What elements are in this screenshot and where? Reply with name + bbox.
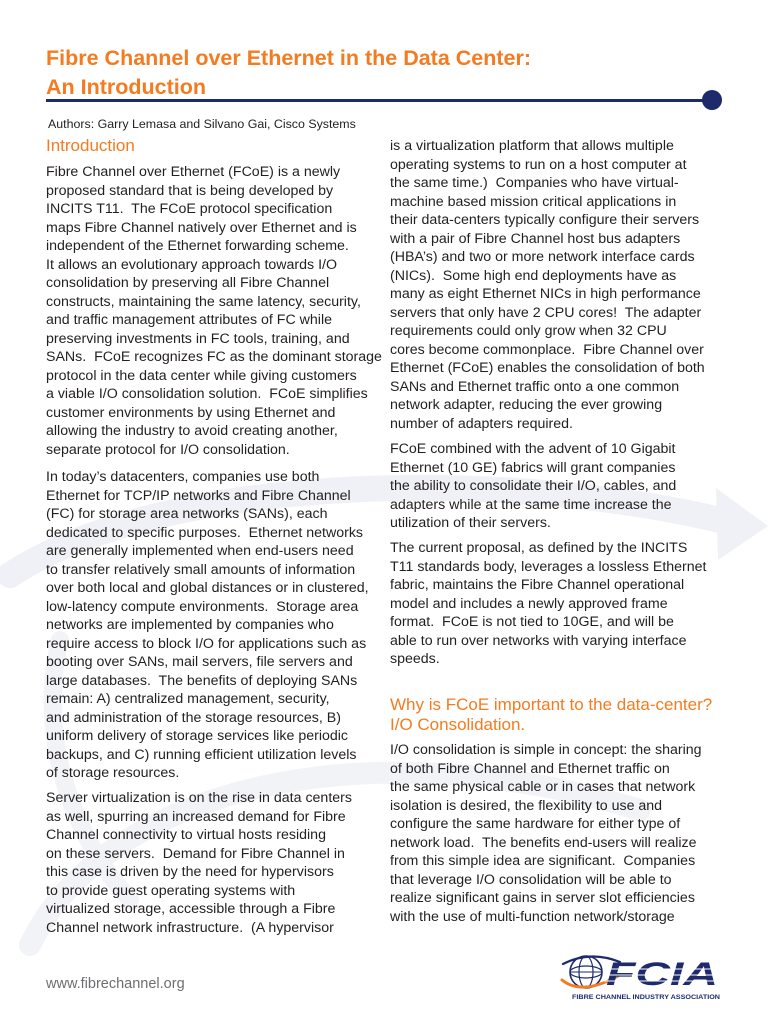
text-line: is a virtualization platform that allows multiple: [390, 138, 674, 154]
text-line: on these servers. Demand for Fibre Channel in: [46, 845, 345, 862]
text-line: booting over SANs, mail servers, file servers and: [46, 654, 353, 670]
text-line: separate protocol for I/O consolidation.: [46, 441, 290, 458]
text-line: The current proposal, as defined by the INCITS: [390, 540, 688, 556]
footer-url: www.fibrechannel.org: [46, 976, 185, 992]
text-line: protocol in the data center while giving customers: [46, 367, 357, 384]
fcia-logo: [560, 950, 722, 1002]
text-line: number of adapters required.: [390, 415, 573, 432]
text-line: (NICs). Some high end deployments have as: [390, 267, 677, 284]
text-line: with a pair of Fibre Channel host bus adapters: [390, 230, 681, 247]
text-line: It allows an evolutionary approach towards I/O: [46, 256, 337, 273]
text-line: network adapter, reducing the ever growing: [390, 397, 663, 413]
text-line: backups, and C) running efficient utilization levels: [46, 746, 357, 763]
heading-text: Why is FCoE important to the data-center?: [390, 695, 713, 714]
text-line: with the use of multi-function network/storage: [390, 908, 675, 925]
text-line: maps Fibre Channel natively over Ethernet and is: [46, 219, 357, 236]
intro-paragraph-3: [46, 789, 352, 937]
text-line: (FC) for storage area networks (SANs), each: [46, 506, 328, 522]
text-line: speeds.: [390, 651, 440, 667]
title-rule-dot: [702, 90, 722, 110]
text-line: machine based mission critical applications in: [390, 193, 677, 210]
text-line: I/O consolidation is simple in concept: the sharing: [390, 742, 702, 758]
io-consolidation-paragraph: [390, 741, 702, 926]
text-line: many as eight Ethernet NICs in high performance: [390, 286, 701, 302]
text-line: cores become commonplace. Fibre Channel over: [390, 341, 704, 358]
text-line: requirements could only grow when 32 CPU: [390, 323, 667, 339]
intro-paragraph-1: [46, 163, 382, 459]
document-title-line-1: Fibre Channel over Ethernet in the Data Center:: [46, 46, 532, 70]
text-line: realize significant gains in server slot efficiencies: [390, 890, 695, 906]
text-line: of storage resources.: [46, 765, 180, 781]
text-line: proposed standard that is being developed by: [46, 182, 334, 199]
text-line: Ethernet (FCoE) enables the consolidation of both: [390, 360, 705, 376]
text-line: operating systems to run on a host computer at: [390, 156, 687, 173]
text-line: from this simple idea are significant. Companies: [390, 853, 696, 869]
text-line: In today’s datacenters, companies use both: [46, 469, 320, 485]
logo-wordmark: FCIA: [606, 956, 718, 992]
text-line: (HBA’s) and two or more network interface cards: [390, 249, 695, 265]
text-line: fabric, maintains the Fibre Channel operational: [390, 577, 685, 593]
text-line: SANs. FCoE recognizes FC as the dominant storage: [46, 349, 382, 365]
text-line: this case is driven by the need for hypervisors: [46, 864, 334, 880]
text-line: virtualized storage, accessible through a Fibre: [46, 901, 336, 917]
text-line: model and includes a newly approved frame: [390, 595, 668, 612]
text-line: to transfer relatively small amounts of information: [46, 561, 356, 578]
section-heading-introduction: [46, 136, 135, 156]
text-line: isolation is desired, the flexibility to use and: [390, 797, 663, 814]
text-line: network load. The benefits end-users will realize: [390, 834, 697, 851]
text-line: and traffic management attributes of FC while: [46, 312, 332, 328]
text-line: require access to block I/O for applications such as: [46, 635, 367, 652]
text-line: utilization of their servers.: [390, 515, 551, 531]
text-line: the ability to consolidate their I/O, cables, and: [390, 478, 677, 494]
text-line: T11 standards body, leverages a lossless Ethernet: [390, 558, 707, 575]
text-line: uniform delivery of storage services like periodic: [46, 728, 349, 744]
text-line: allowing the industry to avoid creating another,: [46, 423, 338, 439]
authors-line: Authors: Garry Lemasa and Silvano Gai, Cisco Systems: [48, 117, 356, 131]
text-line: remain: A) centralized management, security,: [46, 691, 330, 707]
text-line: Fibre Channel over Ethernet (FCoE) is a newly: [46, 164, 341, 180]
section-heading-io-consolidation: [390, 695, 712, 734]
text-line: low-latency compute environments. Storage area: [46, 598, 359, 615]
text-line: constructs, maintaining the same latency, security,: [46, 293, 361, 310]
text-line: and administration of the storage resources, B): [46, 709, 341, 726]
text-line: the same physical cable or in cases that network: [390, 779, 696, 795]
text-line: a viable I/O consolidation solution. FCoE simplifies: [46, 386, 368, 402]
text-line: to provide guest operating systems with: [46, 882, 296, 899]
text-line: Channel network infrastructure. (A hypervisor: [46, 919, 334, 936]
text-line: are generally implemented when end-users need: [46, 543, 354, 559]
text-line: preserving investments in FC tools, training, and: [46, 330, 350, 347]
text-line: format. FCoE is not tied to 10GE, and will be: [390, 614, 674, 630]
text-line: independent of the Ethernet forwarding scheme.: [46, 238, 349, 254]
text-line: the same time.) Companies who have virtual-: [390, 175, 679, 191]
text-line: Ethernet (10 GE) fabrics will grant companies: [390, 459, 676, 476]
text-line: large databases. The benefits of deploying SANs: [46, 672, 358, 689]
text-line: Channel connectivity to virtual hosts residing: [46, 827, 326, 843]
text-line: configure the same hardware for either type of: [390, 816, 681, 832]
title-rule: [46, 99, 706, 102]
text-line: of both Fibre Channel and Ethernet traffic on: [390, 760, 670, 777]
text-line: customer environments by using Ethernet and: [46, 404, 336, 421]
text-line: FCoE combined with the advent of 10 Gigabit: [390, 441, 676, 457]
continued-paragraph-1: [390, 137, 705, 433]
logo-tagline: FIBRE CHANNEL INDUSTRY ASSOCIATION: [572, 994, 721, 1001]
heading-text: Introduction: [46, 136, 135, 155]
continued-paragraph-3: [390, 539, 707, 669]
text-line: able to run over networks with varying interface: [390, 632, 687, 649]
text-line: dedicated to specific purposes. Ethernet networks: [46, 524, 364, 541]
text-line: over both local and global distances or in clustered,: [46, 580, 369, 596]
text-line: adapters while at the same time increase the: [390, 496, 672, 513]
continued-paragraph-2: [390, 440, 676, 533]
text-line: servers that only have 2 CPU cores! The adapter: [390, 304, 702, 321]
heading-text: I/O Consolidation.: [390, 714, 526, 734]
text-line: Ethernet for TCP/IP networks and Fibre Channel: [46, 487, 351, 504]
intro-paragraph-2: [46, 468, 369, 783]
text-line: INCITS T11. The FCoE protocol specification: [46, 201, 333, 217]
text-line: their data-centers typically configure their servers: [390, 212, 700, 228]
text-line: as well, spurring an increased demand for Fibre: [46, 808, 346, 825]
text-line: consolidation by preserving all Fibre Channel: [46, 275, 330, 291]
text-line: that leverage I/O consolidation will be able to: [390, 871, 672, 888]
text-line: networks are implemented by companies who: [46, 617, 334, 633]
text-line: Server virtualization is on the rise in data centers: [46, 790, 352, 806]
document-title-line-2: An Introduction: [46, 75, 207, 99]
text-line: SANs and Ethernet traffic onto a one common: [390, 378, 680, 395]
